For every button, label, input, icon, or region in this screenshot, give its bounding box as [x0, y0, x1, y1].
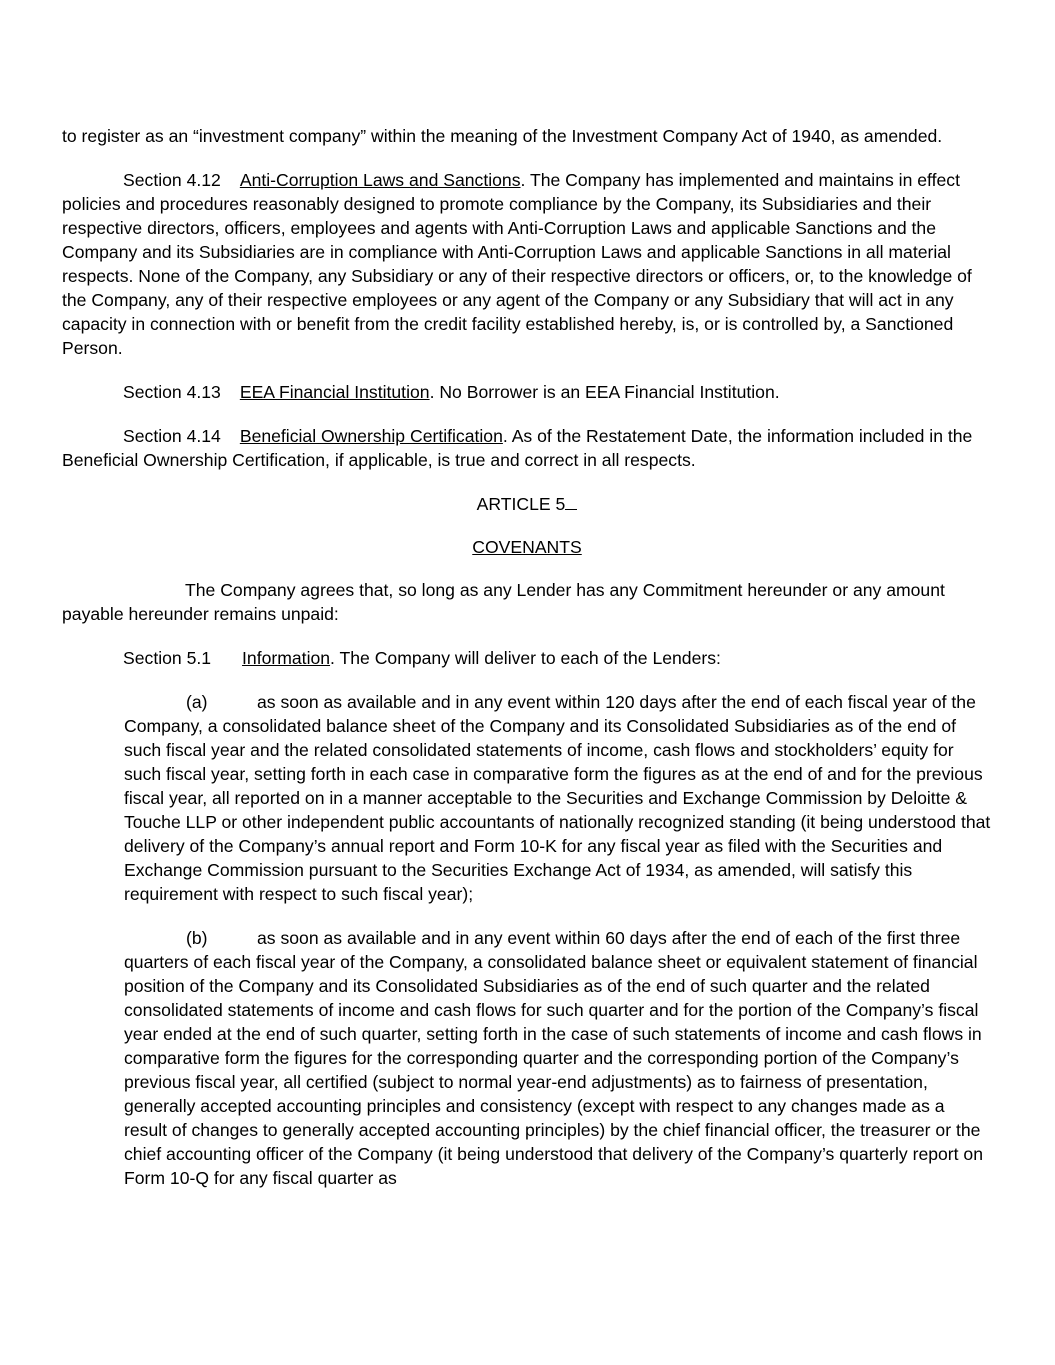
clause-a	[124, 690, 992, 906]
clause-text: as soon as available and in any event within 60 days after the end of each of the first three quarters of each fiscal year of the Company, a consolidated balance sheet or equivalent statement of financial position of the Company and its Consolidated Subsidiaries as of the end of such quarter and the related consolidated statements of income and cash flows for such quarter and for the portion of the Company’s fiscal year ended at the end of such quarter, setting forth in the case of such statements of income and cash flows in comparative form the figures for the corresponding quarter and the corresponding portion of the Company’s previous fiscal year, all certified (subject to normal year-end adjustments) as to fairness of presentation, generally accepted accounting principles and consistency (except with respect to any changes made as a result of changes to generally accepted accounting principles) by the chief financial officer, the treasurer or the chief accounting officer of the Company (it being understood that delivery of the Company’s quarterly report on Form 10-Q for any fiscal quarter as	[124, 928, 984, 1188]
section-title: Anti-Corruption Laws and Sanctions	[239, 170, 521, 190]
clause-label: (a)	[186, 692, 208, 712]
article-heading: ARTICLE 5	[62, 492, 992, 516]
section-4-14	[62, 424, 992, 472]
section-body: . As of the Restatement Date, the information included in the Beneficial Ownership Certification, if applicable, is true and correct in all respects.	[62, 426, 973, 470]
section-4-12	[62, 168, 992, 360]
clause-label: (b)	[186, 928, 208, 948]
section-title: Beneficial Ownership Certification	[239, 426, 503, 446]
section-4-13	[62, 380, 992, 404]
section-number: Section 5.1	[123, 648, 212, 668]
section-5-1	[62, 646, 992, 670]
article-title: COVENANTS	[472, 537, 582, 557]
section-number: Section 4.12	[123, 170, 221, 190]
continuation-paragraph: to register as an “investment company” within the meaning of the Investment Company Act of 1940, as amended.	[62, 126, 943, 146]
section-title: EEA Financial Institution	[239, 382, 430, 402]
section-body: . The Company has implemented and maintains in effect policies and procedures reasonably designed to promote compliance by the Company, its Subsidiaries and their respective directors, officers, employees and agents with Anti-Corruption Laws and applicable Sanctions and the Company and its Subsidiaries are in compliance with Anti-Corruption Laws and applicable Sanctions in all material respects. None of the Company, any Subsidiary or any of their respective directors or officers, or, to the knowledge of the Company, any of their respective employees or any agent of the Company or any Subsidiary that will act in any capacity in connection with or benefit from the credit facility established hereby, is, or is controlled by, a Sanctioned Person.	[62, 170, 972, 358]
section-body: . No Borrower is an EEA Financial Institution.	[429, 382, 780, 402]
covenants-intro: The Company agrees that, so long as any Lender has any Commitment hereunder or any amount payable hereunder remains unpaid:	[62, 580, 945, 624]
clause-b	[124, 926, 992, 1190]
document-page	[62, 124, 992, 1190]
clause-text: as soon as available and in any event within 120 days after the end of each fiscal year of the Company, a consolidated balance sheet of the Company and its Consolidated Subsidiaries as of the end of such fiscal year and the related consolidated statements of income, cash flows and stockholders’ equity for such fiscal year, setting forth in each case in comparative form the figures as at the end of and for the previous fiscal year, all reported on in a manner acceptable to the Securities and Exchange Commission by Deloitte & Touche LLP or other independent public accountants of nationally recognized standing (it being understood that delivery of the Company’s annual report and Form 10-K for any fiscal year as filed with the Securities and Exchange Commission pursuant to the Securities Exchange Act of 1934, as amended, will satisfy this requirement with respect to such fiscal year);	[124, 692, 991, 904]
section-number: Section 4.13	[123, 382, 221, 402]
section-number: Section 4.14	[123, 426, 221, 446]
section-title: Information	[242, 648, 331, 668]
section-body: . The Company will deliver to each of the Lenders:	[330, 648, 721, 668]
